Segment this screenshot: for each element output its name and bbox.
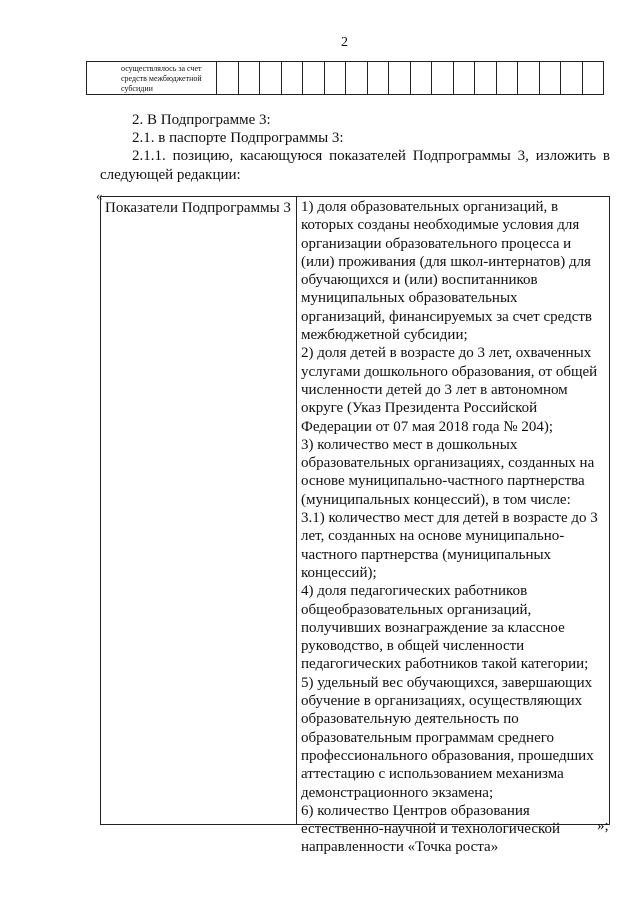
- table-fragment-column: [260, 62, 282, 94]
- table-fragment-column: [475, 62, 497, 94]
- table-fragment-column: [432, 62, 454, 94]
- table-fragment-column: [239, 62, 261, 94]
- subsection-heading: 2.1. в паспорте Подпрограммы 3:: [132, 130, 344, 146]
- table-fragment-column: [389, 62, 411, 94]
- instruction-paragraph: 2.1.1. позицию, касающуюся показателей Подпрограммы 3, изложить в следующей редакции:: [100, 148, 610, 183]
- indicator-item: 3.1) количество мест для детей в возрасте до 3 лет, созданных на основе муниципально-частного партнерства (муниципальных концессий);: [301, 510, 598, 581]
- table-fragment-column: [282, 62, 304, 94]
- table-fragment-empty-columns: [217, 62, 603, 94]
- table-fragment-column: [518, 62, 540, 94]
- table-fragment-column: [325, 62, 347, 94]
- indicators-label-cell: Показатели Подпрограммы 3: [101, 197, 297, 824]
- section-heading: 2. В Подпрограмме 3:: [132, 112, 271, 128]
- opening-quote-mark: «: [96, 188, 103, 203]
- table-fragment-column: [368, 62, 390, 94]
- table-fragment-column: [217, 62, 239, 94]
- indicator-item: 4) доля педагогических работников общеобразовательных организаций, получивших вознаграждение за классное руководство, в общей численности педагогических работников такой категории;: [301, 583, 589, 673]
- indicator-item: 6) количество Центров образования естественно-научной и технологической направленности «Точка роста»: [301, 802, 561, 856]
- table-fragment-column: [561, 62, 583, 94]
- indicators-list-cell: [297, 197, 609, 856]
- table-fragment-column: [411, 62, 433, 94]
- previous-table-fragment: [86, 61, 604, 95]
- table-fragment-column: [454, 62, 476, 94]
- indicator-item: 1) доля образовательных организаций, в которых созданы необходимые условия для организации образовательного процесса и (или) проживания (для школ-интернатов) для обучающихся и (или) воспитанников муниципальных образовательных организаций, финансируемых за счет средств межбюджетной субсидии;: [301, 199, 592, 344]
- indicator-item: 3) количество мест в дошкольных образовательных организациях, созданных на основе муниципально-частного партнерства (муниципальных концессий), в том числе:: [301, 436, 595, 508]
- page-number: 2: [341, 35, 348, 50]
- indicators-table: [100, 196, 610, 856]
- table-fragment-column: [583, 62, 604, 94]
- table-fragment-column: [540, 62, 562, 94]
- closing-quote-mark: »;: [597, 818, 609, 834]
- indicator-item: 5) удельный вес обучающихся, завершающих обучение в организациях, осуществляющих образовательную деятельность по образовательным программам среднего профессионального образования, прошедших аттестацию с использованием механизма демонстрационного экзамена;: [301, 674, 594, 801]
- table-fragment-column: [346, 62, 368, 94]
- indicator-item: 2) доля детей в возрасте до 3 лет, охваченных услугами дошкольного образования, от общей численности детей до 3 лет в автономном округе (Указ Президента Российской Федерации от 07 мая 2018 года № 204);: [301, 345, 598, 435]
- table-fragment-text-cell: осуществлялось за счет средств межбюджетной субсидии: [87, 62, 217, 94]
- table-fragment-column: [497, 62, 519, 94]
- table-fragment-column: [303, 62, 325, 94]
